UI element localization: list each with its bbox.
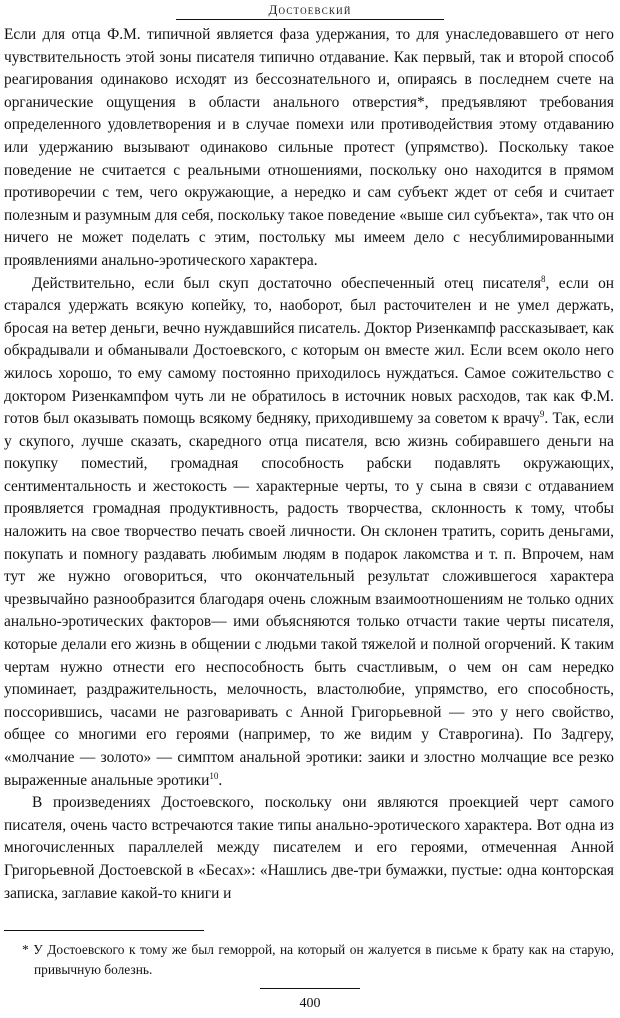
footnote-rule xyxy=(4,930,204,931)
reference-mark-10: 10 xyxy=(209,770,219,781)
paragraph-2 xyxy=(4,273,614,793)
paragraph-2-part-2: , если он старался удержать всякую копейку, то, наоборот, был расточителен и не умел держать, бросая на ветер деньги, вечно нуждавшийся писатель. Доктор Ризенкампф рассказывает, как обкрадывали и обманывали Достоевского, с которым он вместе жил. Если всем около него жилось хорошо, то ему самому постоянно приходилось нуждаться. Самое сожительство с доктором Ризенкампфом чуть ли не обратилось в источник новых расходов, так как Ф.М. готов был оказывать помощь всякому бедняку, приходившему за советом к врачу xyxy=(4,274,615,428)
reference-mark-8: 8 xyxy=(541,273,546,284)
reference-mark-9: 9 xyxy=(539,408,545,419)
page-number: 400 xyxy=(299,996,321,1011)
paragraph-3: В произведениях Достоевского, поскольку они являются проекцией черт самого писателя, очень часто встречаются такие типы анально-эротического характера. Вот одна из многочисленных параллелей между писателем и его героями, отмеченная Анной Григорьевной Достоевской в «Бесах»: «Нашлись две-три бумажки, пустые: одна конторская записка, заглавие какой-то книги и xyxy=(4,794,614,902)
footnote xyxy=(4,940,614,979)
paragraph-2-part-1: Действительно, если был скуп достаточно обеспеченный отец писателя xyxy=(32,274,542,292)
paragraph-1: Если для отца Ф.М. типичной является фаза удержания, то для унаследовавшего от него чувствительность этой зоны писателя типично отдавание. Как первый, так и второй способ реагирования одинаково исходят из бессознательного и, опираясь в последнем счете на органические ощущения в области анального отверстия*, предъявляют требования определенного удовлетворения и в случае помехи или противодействия этому отдаванию или удержанию вызывают одинаково сильные протест (упрямство). Поскольку такое поведение не считается с реальными отношениями, поскольку оно находится в прямом противоречии с тем, чего окружающие, а нередко и сам субъект ждет от себя и считает полезным и разумным для себя, поскольку такое поведение «выше сил субъекта», так что он ничего не может поделать с этим, постольку мы имеем дело с несублимированными проявлениями анально-эротического характера. xyxy=(4,26,614,269)
body-text xyxy=(4,24,614,905)
running-header: Достоевский xyxy=(268,2,352,17)
paragraph-2-part-3: . Так, если у скупого, лучше сказать, скаредного отца писателя, всю жизнь собиравшего деньги на покупку поместий, громадная способность рабски подавлять окружающих, сентиментальность и жестокость — характерные черты, то у сына в связи с отдаванием проявляется громадная продуктивность, радость творчества, склонность к тому, чтобы наложить на свое творчество печать своей личности. Он склонен тратить, сорить деньгами, покупать и помногу раздавать любимым людям в подарок лакомства и т. п. Впрочем, нам тут же нужно оговориться, что окончательный результат сложившегося характера чрезвычайно разнообразится благодаря очень сложным взаимоотношениям не только одних анально-эротических факторов— ими объясняются только отчасти такие черты писателя, которые делали его жизнь в общении с людьми такой тяжелой и полной огорчений. К таким чертам нужно отнести его неспособность быть счастливым, о чем он сам нередко упоминает, раздражительность, мелочность, властолюбие, упрямство, его способность, поссорившись, часами не разговаривать с Анной Григорьевной — это у него свойство, общее со многими его героями (например, то же видим у Ставрогина). По Задгеру, «молчание — золото» — симптом анальной эротики: заики и злостно молчащие все резко выраженные анальные эротики xyxy=(4,410,614,789)
header-rule xyxy=(176,19,444,20)
page-number-rule xyxy=(260,988,360,989)
footnote-text: * У Достоевского к тому же был геморрой, на который он жалуется в письме к брату как на старую, привычную болезнь. xyxy=(22,942,614,977)
paragraph-2-part-4: . xyxy=(218,771,223,789)
